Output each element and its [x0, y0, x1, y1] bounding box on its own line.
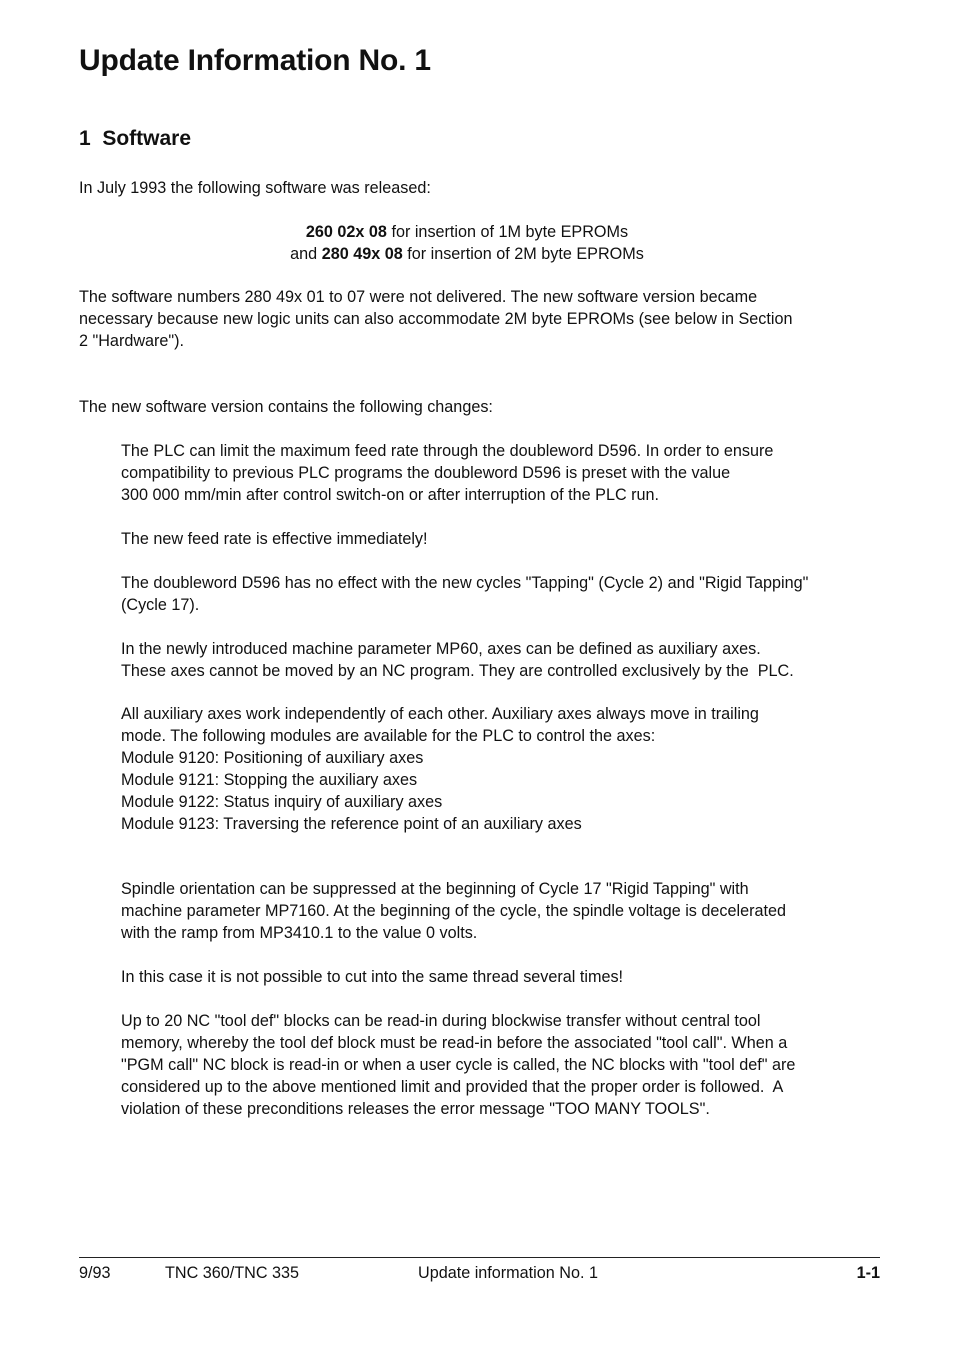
- module-item: Module 9123: Traversing the reference point of an auxiliary axes: [121, 815, 582, 833]
- d596-effect-line: (Cycle 17).: [121, 596, 200, 614]
- section-heading: 1 Software: [79, 127, 192, 150]
- module-item: Module 9121: Stopping the auxiliary axes: [121, 771, 418, 789]
- module-item: Module 9120: Positioning of auxiliary axes: [121, 749, 424, 767]
- release-prefix-2: and: [290, 245, 322, 263]
- footer-model: TNC 360/TNC 335: [165, 1264, 300, 1282]
- feed-effective-note: The new feed rate is effective immediately!: [121, 530, 428, 548]
- spindle-line: machine parameter MP7160. At the beginning of the cycle, the spindle voltage is decelerated: [121, 902, 786, 920]
- footer-date: 9/93: [79, 1264, 111, 1282]
- para-numbers-line: 2 "Hardware").: [79, 332, 185, 350]
- mp60-line: These axes cannot be moved by an NC program. They are controlled exclusively by the PLC.: [121, 662, 794, 680]
- plc-feed-line: compatibility to previous PLC programs the doubleword D596 is preset with the value: [121, 464, 731, 482]
- spindle-line: Spindle orientation can be suppressed at the beginning of Cycle 17 "Rigid Tapping" with: [121, 880, 749, 898]
- spindle-line: with the ramp from MP3410.1 to the value 0 volts.: [121, 924, 478, 942]
- mp60-line: In the newly introduced machine parameter MP60, axes can be defined as auxiliary axes.: [121, 640, 761, 658]
- tool-def-line: considered up to the above mentioned limit and provided that the proper order is followed. A: [121, 1078, 784, 1096]
- page-title: Update Information No. 1: [79, 44, 431, 77]
- aux-axes-line: All auxiliary axes work independently of each other. Auxiliary axes always move in trailing: [121, 705, 759, 723]
- release-desc-1: for insertion of 1M byte EPROMs: [386, 223, 629, 241]
- tool-def-line: violation of these preconditions releases the error message "TOO MANY TOOLS".: [121, 1100, 710, 1118]
- tool-def-line: Up to 20 NC "tool def" blocks can be read-in during blockwise transfer without central tool: [121, 1012, 761, 1030]
- release-number-1: 260 02x 08: [305, 223, 387, 241]
- thread-note: In this case it is not possible to cut into the same thread several times!: [121, 968, 624, 986]
- module-item: Module 9122: Status inquiry of auxiliary axes: [121, 793, 443, 811]
- intro-text: In July 1993 the following software was released:: [79, 179, 431, 197]
- tool-def-line: memory, whereby the tool def block must be read-in before the associated "tool call". When a: [121, 1034, 788, 1052]
- d596-effect-line: The doubleword D596 has no effect with the new cycles "Tapping" (Cycle 2) and "Rigid Tapping": [121, 574, 809, 592]
- footer-rule: [79, 1257, 880, 1258]
- para-numbers-line: necessary because new logic units can also accommodate 2M byte EPROMs (see below in Section: [79, 310, 793, 328]
- release-line-2: [0, 243, 934, 265]
- footer-page-number: 1-1: [856, 1264, 880, 1282]
- aux-axes-line: mode. The following modules are available for the PLC to control the axes:: [121, 727, 656, 745]
- changes-intro: The new software version contains the following changes:: [79, 398, 493, 416]
- release-line-1: [0, 221, 934, 243]
- plc-feed-line: 300 000 mm/min after control switch-on or after interruption of the PLC run.: [121, 486, 660, 504]
- release-desc-2: for insertion of 2M byte EPROMs: [402, 245, 644, 263]
- para-numbers-line: The software numbers 280 49x 01 to 07 were not delivered. The new software version became: [79, 288, 758, 306]
- footer-doc-title: Update information No. 1: [418, 1264, 598, 1282]
- release-number-2: 280 49x 08: [321, 245, 403, 263]
- plc-feed-line: The PLC can limit the maximum feed rate through the doubleword D596. In order to ensure: [121, 442, 774, 460]
- tool-def-line: "PGM call" NC block is read-in or when a user cycle is called, the NC blocks with "tool def" are: [121, 1056, 796, 1074]
